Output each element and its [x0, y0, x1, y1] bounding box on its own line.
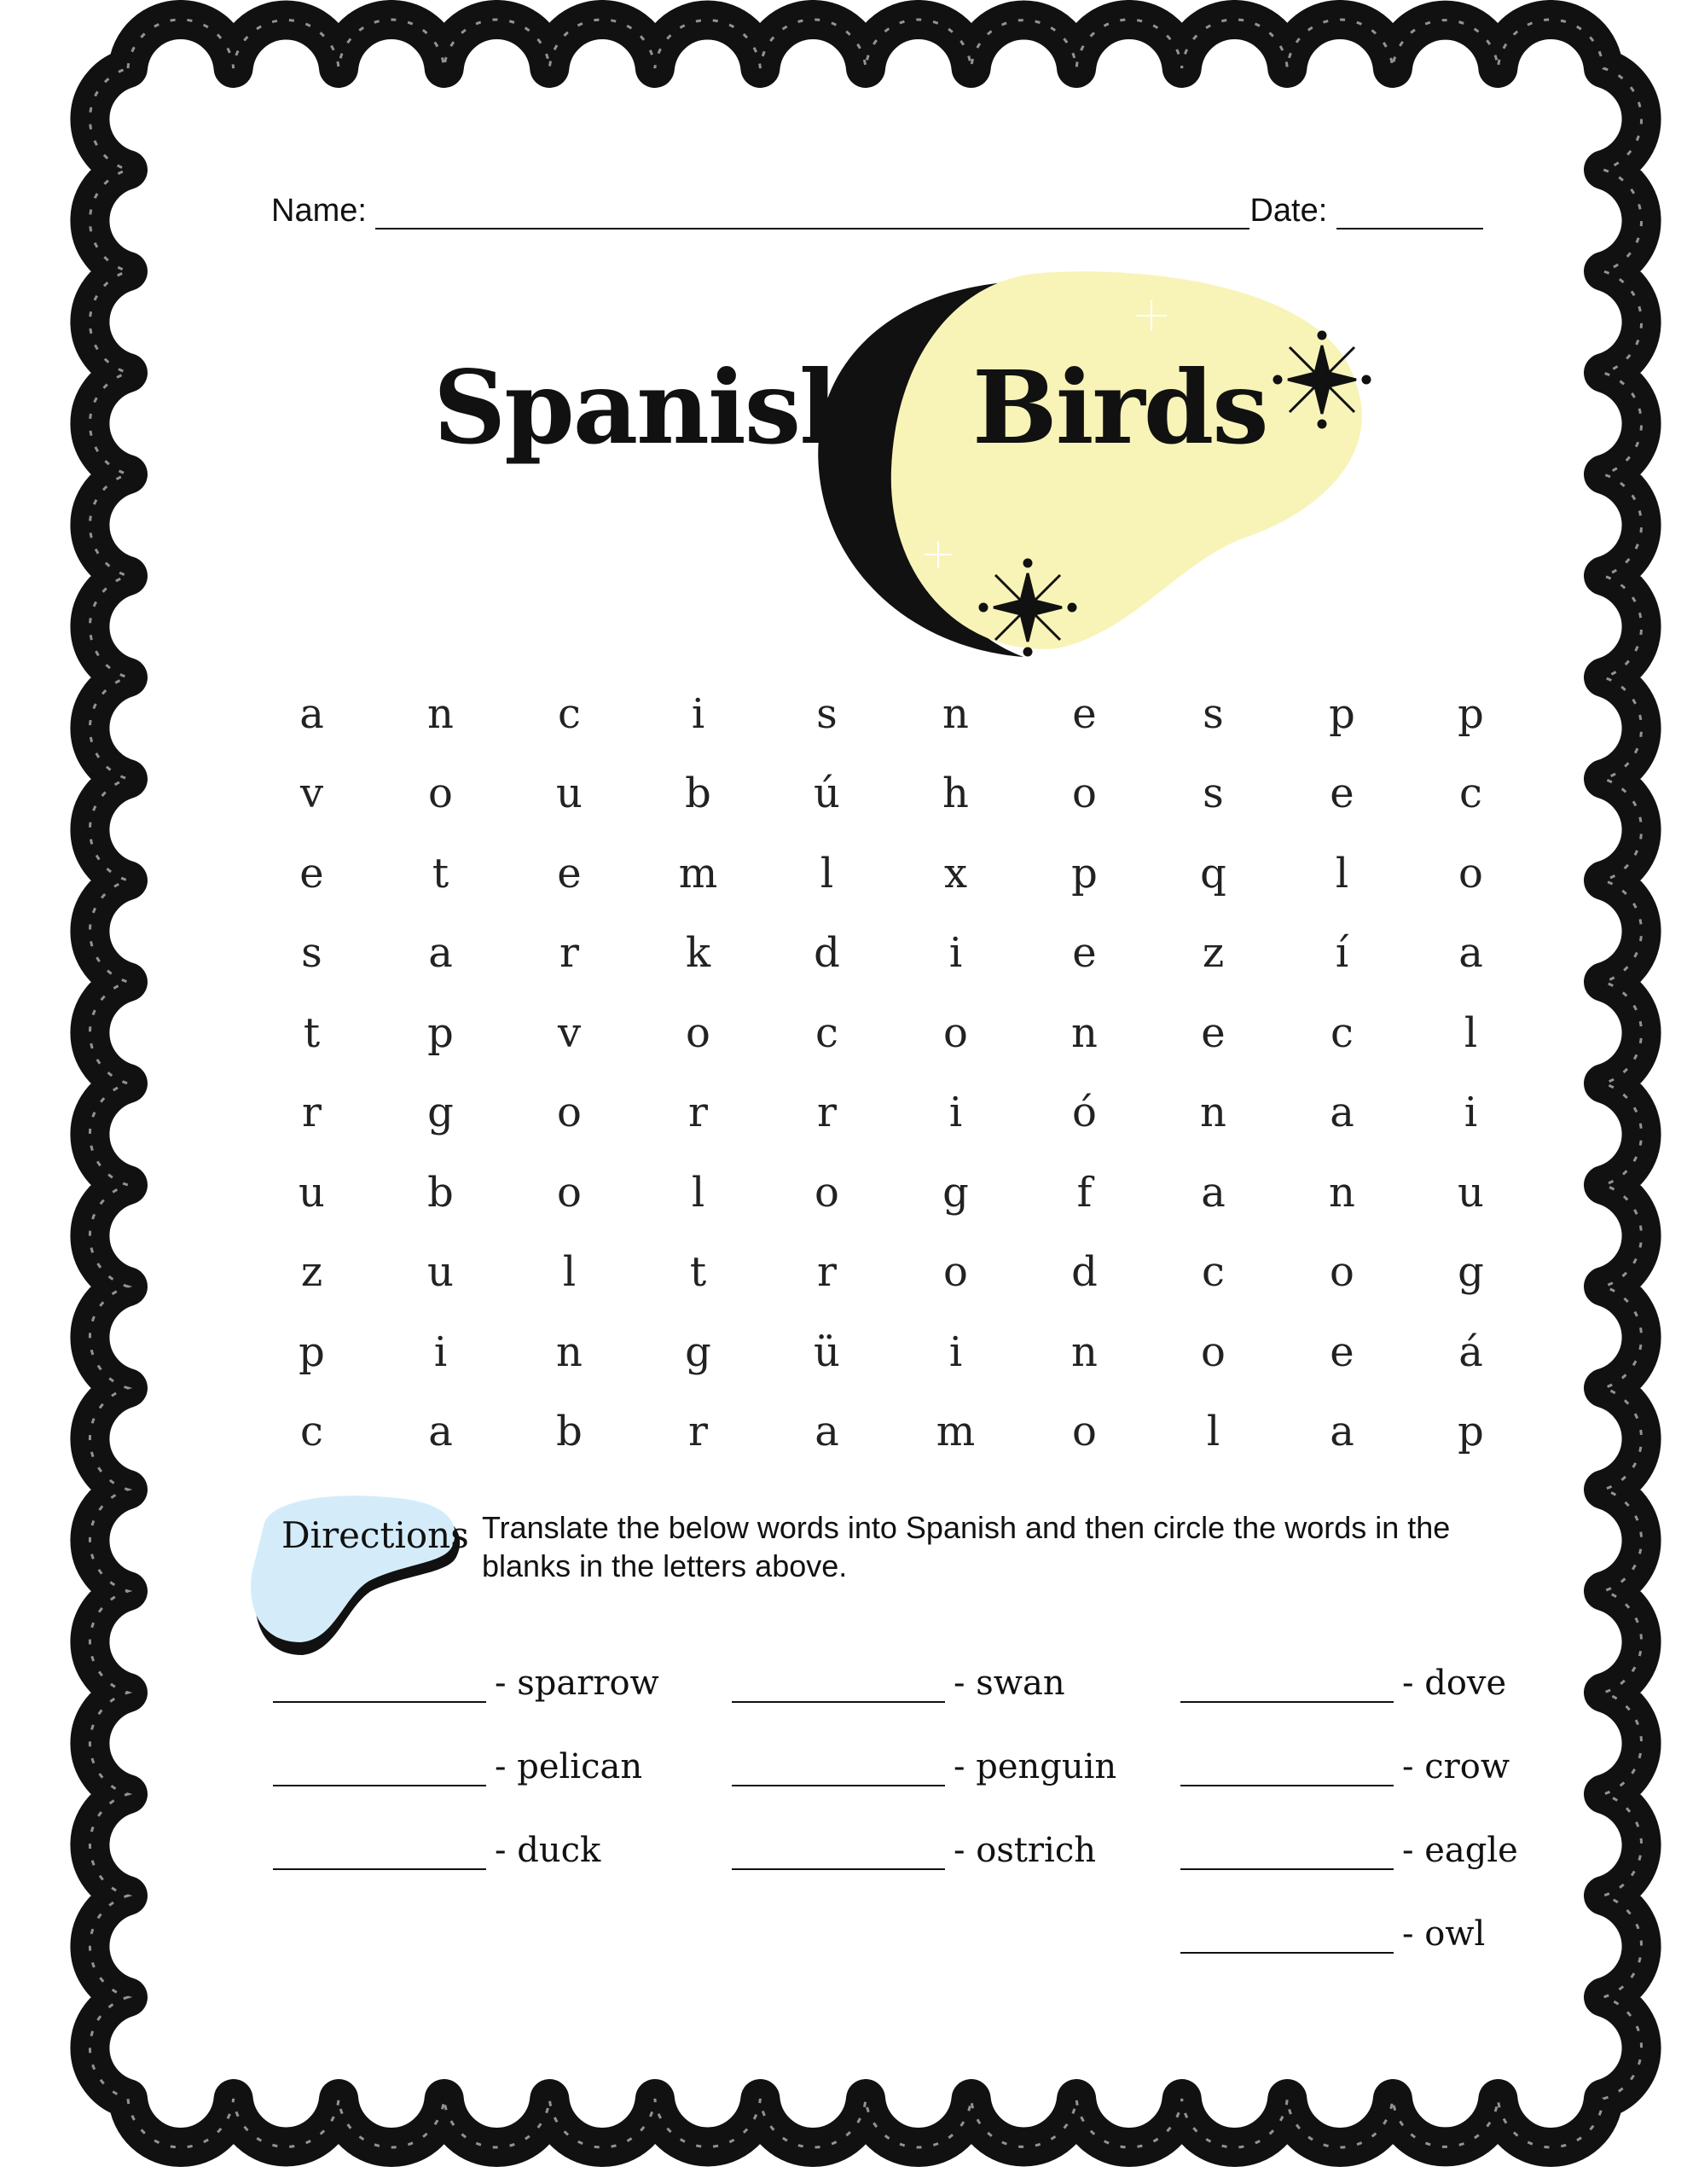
grid-letter[interactable]: o: [686, 1008, 710, 1057]
grid-letter[interactable]: c: [1330, 1008, 1354, 1057]
grid-letter[interactable]: i: [948, 929, 963, 978]
grid-letter[interactable]: c: [558, 689, 581, 738]
vocab-word: - ostrich: [954, 1831, 1096, 1870]
grid-letter[interactable]: p: [427, 1008, 454, 1057]
grid-letter[interactable]: a: [1458, 929, 1483, 978]
grid-letter[interactable]: n: [942, 689, 969, 738]
date-blank[interactable]: [1336, 199, 1483, 229]
grid-letter[interactable]: n: [1329, 1168, 1355, 1217]
vocab-item: [1180, 1664, 1506, 1703]
grid-letter[interactable]: n: [1200, 1089, 1226, 1137]
grid-letter[interactable]: z: [1202, 929, 1225, 978]
vocab-item: [273, 1747, 642, 1786]
grid-letter[interactable]: n: [556, 1327, 583, 1376]
grid-letter[interactable]: b: [427, 1168, 454, 1217]
grid-letter[interactable]: e: [1201, 1008, 1226, 1057]
name-label: Name:: [271, 193, 367, 229]
vocab-item: [732, 1831, 1096, 1870]
grid-letter[interactable]: d: [1071, 1248, 1098, 1297]
grid-letter[interactable]: u: [556, 770, 583, 818]
answer-blank[interactable]: [732, 1754, 945, 1786]
grid-letter[interactable]: g: [685, 1327, 711, 1376]
vocab-item: [1180, 1747, 1510, 1786]
grid-letter[interactable]: i: [691, 689, 705, 738]
grid-letter[interactable]: r: [302, 1089, 322, 1137]
grid-letter[interactable]: l: [562, 1248, 577, 1297]
grid-letter[interactable]: i: [948, 1089, 963, 1137]
title-birds: Birds: [972, 348, 1267, 467]
grid-letter[interactable]: í: [1335, 929, 1349, 978]
grid-row: [247, 1073, 1535, 1153]
grid-letter[interactable]: s: [1203, 770, 1224, 818]
date-label: Date:: [1249, 193, 1328, 229]
grid-letter[interactable]: p: [1329, 689, 1355, 738]
grid-row: [247, 1312, 1535, 1392]
answer-blank[interactable]: [273, 1838, 486, 1870]
grid-letter[interactable]: o: [1072, 770, 1097, 818]
vocab-word: - crow: [1402, 1747, 1510, 1786]
grid-row: [247, 754, 1535, 834]
grid-letter[interactable]: a: [1201, 1168, 1226, 1217]
grid-row: [247, 914, 1535, 994]
grid-letter[interactable]: l: [691, 1168, 705, 1217]
grid-letter[interactable]: p: [299, 1327, 325, 1376]
title-spanish: Spanish: [433, 348, 872, 467]
grid-letter[interactable]: ü: [814, 1327, 840, 1376]
grid-letter[interactable]: b: [685, 770, 711, 818]
vocab-word: - swan: [954, 1664, 1065, 1703]
vocab-word: - dove: [1402, 1664, 1507, 1703]
answer-blank[interactable]: [273, 1754, 486, 1786]
grid-row: [247, 1153, 1535, 1233]
grid-letter[interactable]: a: [428, 929, 453, 978]
grid-letter[interactable]: a: [1330, 1408, 1354, 1456]
name-row: [271, 193, 1483, 229]
vocab-word: - sparrow: [495, 1664, 659, 1703]
vocab-item: [732, 1664, 1065, 1703]
grid-letter[interactable]: r: [688, 1089, 708, 1137]
answer-blank[interactable]: [1180, 1921, 1394, 1954]
grid-letter[interactable]: i: [1464, 1089, 1478, 1137]
grid-letter[interactable]: v: [557, 1008, 582, 1057]
grid-letter[interactable]: l: [1335, 849, 1349, 897]
vocab-item: [273, 1664, 659, 1703]
grid-row: [247, 674, 1535, 754]
grid-letter[interactable]: q: [1200, 849, 1226, 897]
grid-letter[interactable]: o: [943, 1248, 968, 1297]
grid-letter[interactable]: f: [1076, 1168, 1093, 1217]
grid-letter[interactable]: e: [1072, 929, 1097, 978]
grid-letter[interactable]: o: [557, 1089, 582, 1137]
grid-letter[interactable]: n: [427, 689, 454, 738]
vocab-word: - penguin: [954, 1747, 1117, 1786]
answer-blank[interactable]: [1180, 1754, 1394, 1786]
grid-letter[interactable]: u: [299, 1168, 325, 1217]
grid-letter[interactable]: m: [678, 849, 718, 897]
grid-letter[interactable]: c: [815, 1008, 838, 1057]
directions-text: Translate the below words into Spanish and then circle the words in the blanks in the letters above.: [482, 1510, 1451, 1583]
grid-letter[interactable]: t: [432, 849, 449, 897]
vocab-item: [1180, 1831, 1518, 1870]
grid-letter[interactable]: k: [685, 929, 711, 978]
grid-letter[interactable]: n: [1071, 1327, 1098, 1376]
grid-letter[interactable]: l: [820, 849, 834, 897]
grid-letter[interactable]: d: [814, 929, 840, 978]
answer-blank[interactable]: [732, 1670, 945, 1703]
grid-letter[interactable]: t: [303, 1008, 321, 1057]
grid-letter[interactable]: g: [942, 1168, 969, 1217]
grid-letter[interactable]: ú: [814, 770, 840, 818]
answer-blank[interactable]: [1180, 1838, 1394, 1870]
grid-letter[interactable]: c: [1459, 770, 1482, 818]
grid-letter[interactable]: l: [1206, 1408, 1220, 1456]
grid-letter[interactable]: ó: [1072, 1089, 1097, 1137]
answer-blank[interactable]: [732, 1838, 945, 1870]
grid-letter[interactable]: o: [1201, 1327, 1226, 1376]
grid-letter[interactable]: b: [556, 1408, 583, 1456]
grid-letter[interactable]: p: [1458, 689, 1484, 738]
vocab-word: - duck: [495, 1831, 601, 1870]
grid-letter[interactable]: t: [689, 1248, 707, 1297]
grid-row: [247, 1392, 1535, 1472]
grid-row: [247, 1233, 1535, 1313]
grid-letter[interactable]: i: [948, 1327, 963, 1376]
grid-letter[interactable]: g: [1458, 1248, 1484, 1297]
answer-blank[interactable]: [273, 1670, 486, 1703]
grid-row: [247, 993, 1535, 1073]
grid-letter[interactable]: c: [300, 1408, 323, 1456]
answer-blank[interactable]: [1180, 1670, 1394, 1703]
grid-letter[interactable]: z: [300, 1248, 323, 1297]
grid-letter[interactable]: i: [433, 1327, 448, 1376]
grid-letter[interactable]: g: [427, 1089, 454, 1137]
grid-letter[interactable]: x: [943, 849, 968, 897]
vocab-word: - pelican: [495, 1747, 643, 1786]
grid-letter[interactable]: e: [1330, 770, 1354, 818]
grid-letter[interactable]: a: [299, 689, 324, 738]
grid-letter[interactable]: v: [299, 770, 324, 818]
grid-letter[interactable]: c: [1202, 1248, 1225, 1297]
grid-letter[interactable]: o: [1458, 849, 1483, 897]
vocab-word: - owl: [1402, 1914, 1486, 1954]
vocab-item: [732, 1747, 1116, 1786]
grid-letter[interactable]: o: [943, 1008, 968, 1057]
vocab-item: [1180, 1914, 1485, 1954]
grid-letter[interactable]: s: [1203, 689, 1224, 738]
grid-letter[interactable]: r: [817, 1248, 837, 1297]
grid-letter[interactable]: h: [942, 770, 969, 818]
grid-letter[interactable]: o: [428, 770, 453, 818]
grid-letter[interactable]: a: [815, 1408, 839, 1456]
grid-letter[interactable]: s: [301, 929, 322, 978]
grid-letter[interactable]: o: [815, 1168, 839, 1217]
grid-letter[interactable]: e: [299, 849, 324, 897]
grid-letter[interactable]: l: [1464, 1008, 1478, 1057]
grid-letter[interactable]: a: [428, 1408, 453, 1456]
grid-letter[interactable]: p: [1458, 1408, 1484, 1456]
grid-row: [247, 834, 1535, 914]
grid-letter[interactable]: s: [816, 689, 838, 738]
grid-letter[interactable]: e: [557, 849, 582, 897]
vocab-word: - eagle: [1402, 1831, 1518, 1870]
grid-letter[interactable]: u: [427, 1248, 454, 1297]
directions-label: Directions: [281, 1514, 469, 1556]
grid-letter[interactable]: o: [557, 1168, 582, 1217]
grid-letter[interactable]: a: [1330, 1089, 1354, 1137]
grid-letter[interactable]: r: [559, 929, 579, 978]
grid-letter[interactable]: o: [1072, 1408, 1097, 1456]
grid-letter[interactable]: e: [1072, 689, 1097, 738]
grid-letter[interactable]: p: [1071, 849, 1098, 897]
grid-letter[interactable]: o: [1330, 1248, 1354, 1297]
vocab-item: [273, 1831, 600, 1870]
name-blank[interactable]: [375, 199, 1249, 229]
grid-letter[interactable]: m: [936, 1408, 976, 1456]
grid-letter[interactable]: n: [1071, 1008, 1098, 1057]
word-search-grid: [247, 674, 1535, 1472]
grid-letter[interactable]: e: [1330, 1327, 1354, 1376]
grid-letter[interactable]: á: [1458, 1327, 1483, 1376]
grid-letter[interactable]: r: [817, 1089, 837, 1137]
grid-letter[interactable]: u: [1458, 1168, 1484, 1217]
grid-letter[interactable]: r: [688, 1408, 708, 1456]
